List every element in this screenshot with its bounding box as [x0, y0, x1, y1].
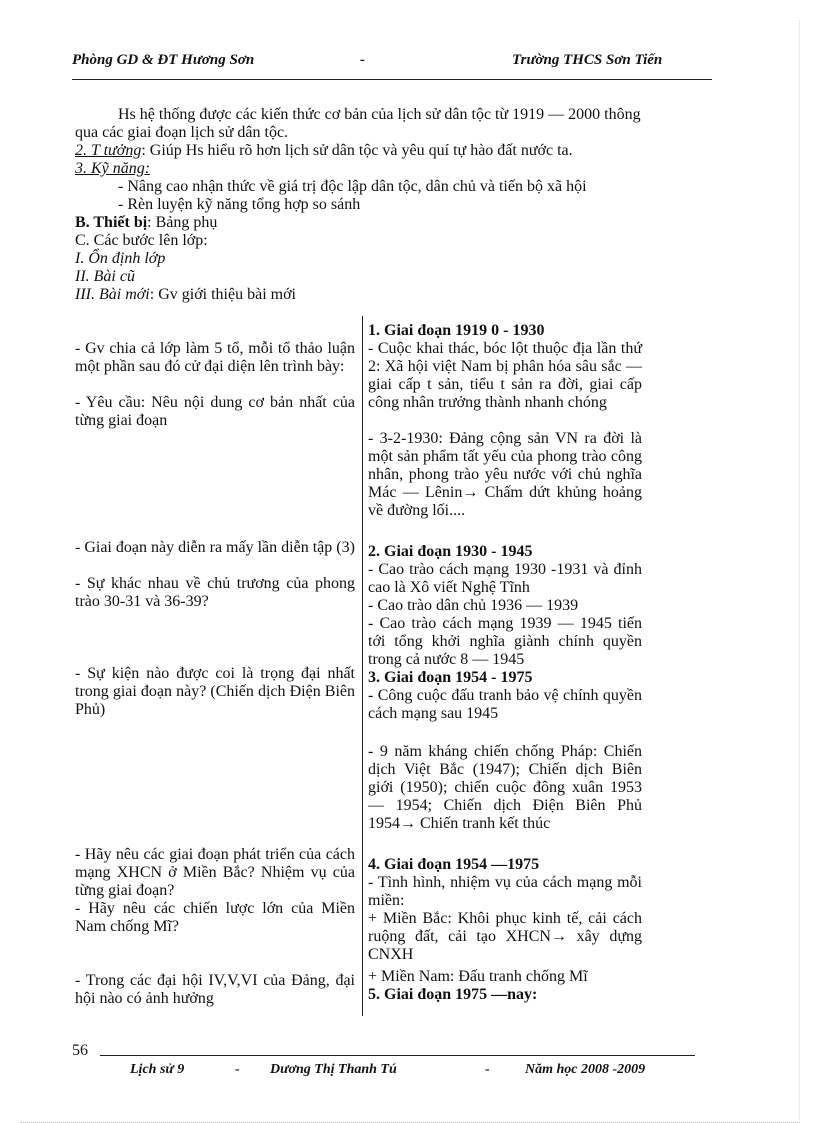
period-4-text-c: + Miền Nam: Đấu tranh chống Mĩ	[368, 968, 588, 985]
column-divider	[362, 316, 363, 1016]
period-2-text-a: - Cao trào cách mạng 1930 -1931 và đỉnh cao là Xô viết Nghệ Tĩnh	[368, 561, 642, 596]
skills-heading: 3. Kỹ năng:	[75, 160, 151, 177]
teacher-activity-2: - Yêu cầu: Nêu nội dung cơ bản nhất của từng giai đoạn	[75, 394, 355, 429]
header-school-name: Trường THCS Sơn Tiến	[512, 52, 663, 68]
attitude-label: 2. T tưởng	[75, 142, 142, 159]
step-3-label: III. Bài mới	[75, 286, 150, 303]
teacher-activity-6: - Hãy nêu các giai đoạn phát triển của cách mạng XHCN ở Miền Bắc? Nhiệm vụ của từng giai đoạn?	[75, 846, 355, 899]
equipment-line	[75, 214, 217, 232]
footer-subject: Lịch sử 9	[130, 1062, 185, 1077]
header-school-district: Phòng GD & ĐT Hương Sơn	[72, 52, 255, 68]
header-separator: -	[360, 52, 365, 68]
period-2-title: 2. Giai đoạn 1930 - 1945	[368, 543, 533, 560]
period-1-title: 1. Giai đoạn 1919 0 - 1930	[368, 322, 545, 339]
footer-rule	[100, 1055, 695, 1056]
period-2-text-c: - Cao trào cách mạng 1939 — 1945 tiến tới tổng khởi nghĩa giành chính quyền trong cả nước 8 — 1945	[368, 615, 642, 668]
period-5-title: 5. Giai đoạn 1975 —nay:	[368, 986, 538, 1003]
steps-heading: C. Các bước lên lớp:	[75, 232, 208, 249]
page-number: 56	[72, 1042, 88, 1059]
footer-separator-1: -	[235, 1062, 240, 1077]
attitude-line	[75, 142, 573, 160]
footer-separator-2: -	[485, 1062, 490, 1077]
header-rule	[72, 79, 712, 80]
teacher-activity-8: - Trong các đại hội IV,V,VI của Đảng, đại hội nào có ảnh hưởng	[75, 972, 355, 1007]
step-2: II. Bài cũ	[75, 268, 135, 285]
equipment-text: : Bảng phụ	[147, 214, 218, 231]
page-footer	[130, 1062, 690, 1082]
page-header	[72, 52, 712, 72]
teacher-activity-1: - Gv chia cả lớp làm 5 tổ, mỗi tổ thảo luận một phần sau đó cử đại diện lên trình bày:	[75, 340, 355, 375]
page-edge-right	[799, 20, 800, 1120]
step-3	[75, 286, 296, 304]
period-1-text-b: - 3-2-1930: Đảng cộng sản VN ra đời là một sản phẩm tất yếu của phong trào công nhân, phong trào yêu nước với chủ nghĩa Mác — Lênin→ Chấm dứt khủng hoảng về đường lối....	[368, 430, 642, 519]
equipment-label: B. Thiết bị	[75, 214, 148, 231]
teacher-activity-5: - Sự kiện nào được coi là trọng đại nhất trong giai đoạn này? (Chiến dịch Điện Biên Phủ)	[75, 665, 355, 718]
period-2-text-b: - Cao trào dân chủ 1936 — 1939	[368, 597, 579, 614]
teacher-activity-3: - Giai đoạn này diễn ra mấy lần diễn tập (3)	[75, 539, 355, 556]
skills-item-2: - Rèn luyện kỹ năng tổng hợp so sánh	[118, 196, 361, 213]
teacher-activity-7: - Hãy nêu các chiến lược lớn của Miền Nam chống Mĩ?	[75, 900, 355, 935]
period-1-text-a: - Cuộc khai thác, bóc lột thuộc địa lần thứ 2: Xã hội việt Nam bị phân hóa sâu sắc — giai cấp t sản, tiểu t sản ra đời, giai cấp công nhân trưởng thành nhanh chóng	[368, 340, 642, 411]
intro-line-1: Hs hệ thống được các kiến thức cơ bản của lịch sử dân tộc từ 1919 — 2000 thông	[118, 106, 641, 123]
attitude-text: : Giúp Hs hiểu rõ hơn lịch sử dân tộc và yêu quí tự hào đất nước ta.	[141, 142, 573, 159]
skills-label	[75, 160, 150, 178]
period-3-text-b: - 9 năm kháng chiến chống Pháp: Chiến dịch Việt Bắc (1947); Chiến dịch Biên giới (1950); chiến cuộc đông xuân 1953 — 1954; Chiến dịch Điện Biên Phủ 1954→ Chiến tranh kết thúc	[368, 743, 642, 832]
period-4-title: 4. Giai đoạn 1954 —1975	[368, 856, 540, 873]
period-4-text-b: + Miền Bắc: Khôi phục kinh tế, cải cách ruộng đất, cải tạo XHCN→ xây dựng CNXH	[368, 910, 642, 963]
teacher-activity-4: - Sự khác nhau về chủ trương của phong trào 30-31 và 36-39?	[75, 575, 355, 610]
footer-teacher: Dương Thị Thanh Tú	[270, 1062, 397, 1077]
period-3-title: 3. Giai đoạn 1954 - 1975	[368, 669, 533, 686]
intro-line-2: qua các giai đoạn lịch sử dân tộc.	[75, 124, 289, 141]
footer-school-year: Năm học 2008 -2009	[525, 1062, 646, 1077]
period-3-text-a: - Công cuộc đấu tranh bảo vệ chính quyền cách mạng sau 1945	[368, 687, 642, 722]
step-3-text: : Gv giới thiệu bài mới	[149, 286, 296, 303]
step-1: I. Ổn định lớp	[75, 250, 166, 267]
skills-item-1: - Nâng cao nhận thức về giá trị độc lập dân tộc, dân chủ và tiến bộ xã hội	[118, 178, 587, 195]
period-4-text-a: - Tình hình, nhiệm vụ của cách mạng mỗi miền:	[368, 874, 642, 909]
